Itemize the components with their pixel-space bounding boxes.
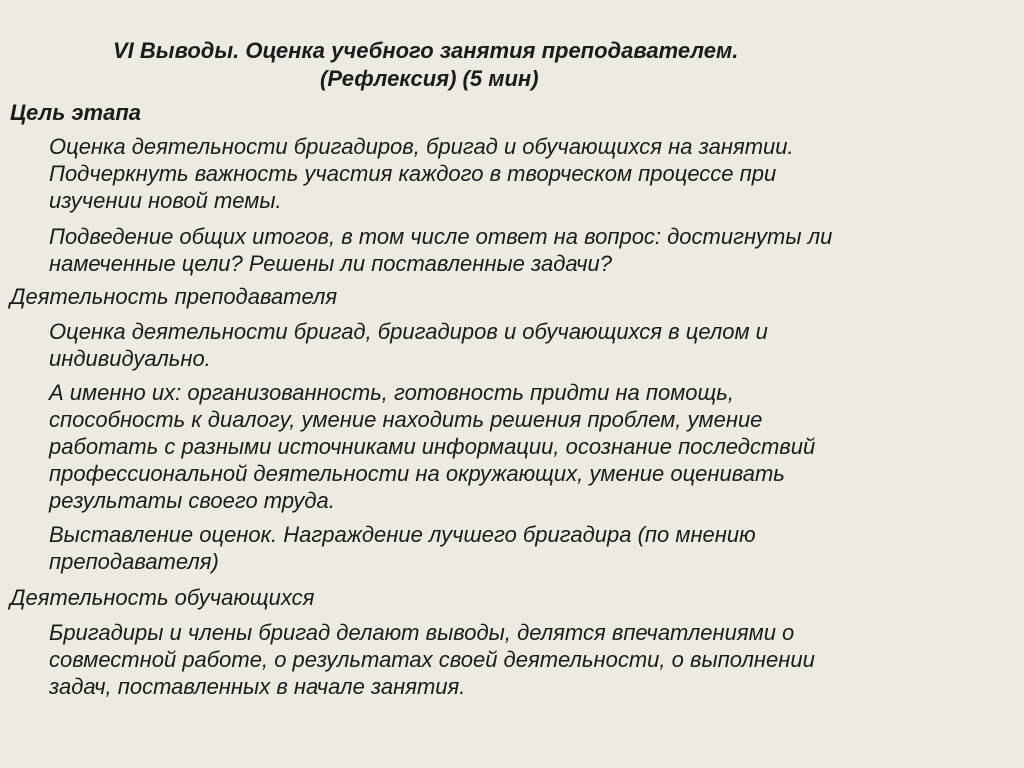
text-line: совместной работе, о результатах своей деятельности, о выполнении xyxy=(49,647,815,672)
teacher-paragraph-2 xyxy=(49,379,1009,514)
text-line: Подчеркнуть важность участия каждого в творческом процессе при xyxy=(49,161,777,186)
text-line: Оценка деятельности бригадиров, бригад и обучающихся на занятии. xyxy=(49,134,794,159)
section-heading-students: Деятельность обучающихся xyxy=(10,585,315,610)
slide-subtitle: (Рефлексия) (5 мин) xyxy=(320,66,539,91)
text-line: изучении новой темы. xyxy=(49,188,282,213)
goal-paragraph-2 xyxy=(49,223,1009,277)
students-paragraph-1 xyxy=(49,619,1009,700)
section-heading-teacher: Деятельность преподавателя xyxy=(10,284,338,309)
text-line: результаты своего труда. xyxy=(49,488,335,513)
text-line: Бригадиры и члены бригад делают выводы, делятся впечатлениями о xyxy=(49,620,795,645)
text-line: индивидуально. xyxy=(49,346,211,371)
section-heading-goal: Цель этапа xyxy=(10,100,142,125)
text-line: А именно их: организованность, готовность придти на помощь, xyxy=(49,380,734,405)
text-line: работать с разными источниками информации, осознание последствий xyxy=(49,434,816,459)
text-line: намеченные цели? Решены ли поставленные задачи? xyxy=(49,251,612,276)
slide-title: VI Выводы. Оценка учебного занятия преподавателем. xyxy=(113,38,739,63)
teacher-paragraph-3 xyxy=(49,521,1009,575)
teacher-paragraph-1 xyxy=(49,318,1009,372)
text-line: преподавателя) xyxy=(49,549,219,574)
goal-paragraph-1 xyxy=(49,133,1009,214)
text-line: Подведение общих итогов, в том числе ответ на вопрос: достигнуты ли xyxy=(49,224,833,249)
text-line: способность к диалогу, умение находить решения проблем, умение xyxy=(49,407,763,432)
text-line: задач, поставленных в начале занятия. xyxy=(49,674,466,699)
text-line: профессиональной деятельности на окружающих, умение оценивать xyxy=(49,461,785,486)
text-line: Оценка деятельности бригад, бригадиров и обучающихся в целом и xyxy=(49,319,768,344)
text-line: Выставление оценок. Награждение лучшего бригадира (по мнению xyxy=(49,522,756,547)
